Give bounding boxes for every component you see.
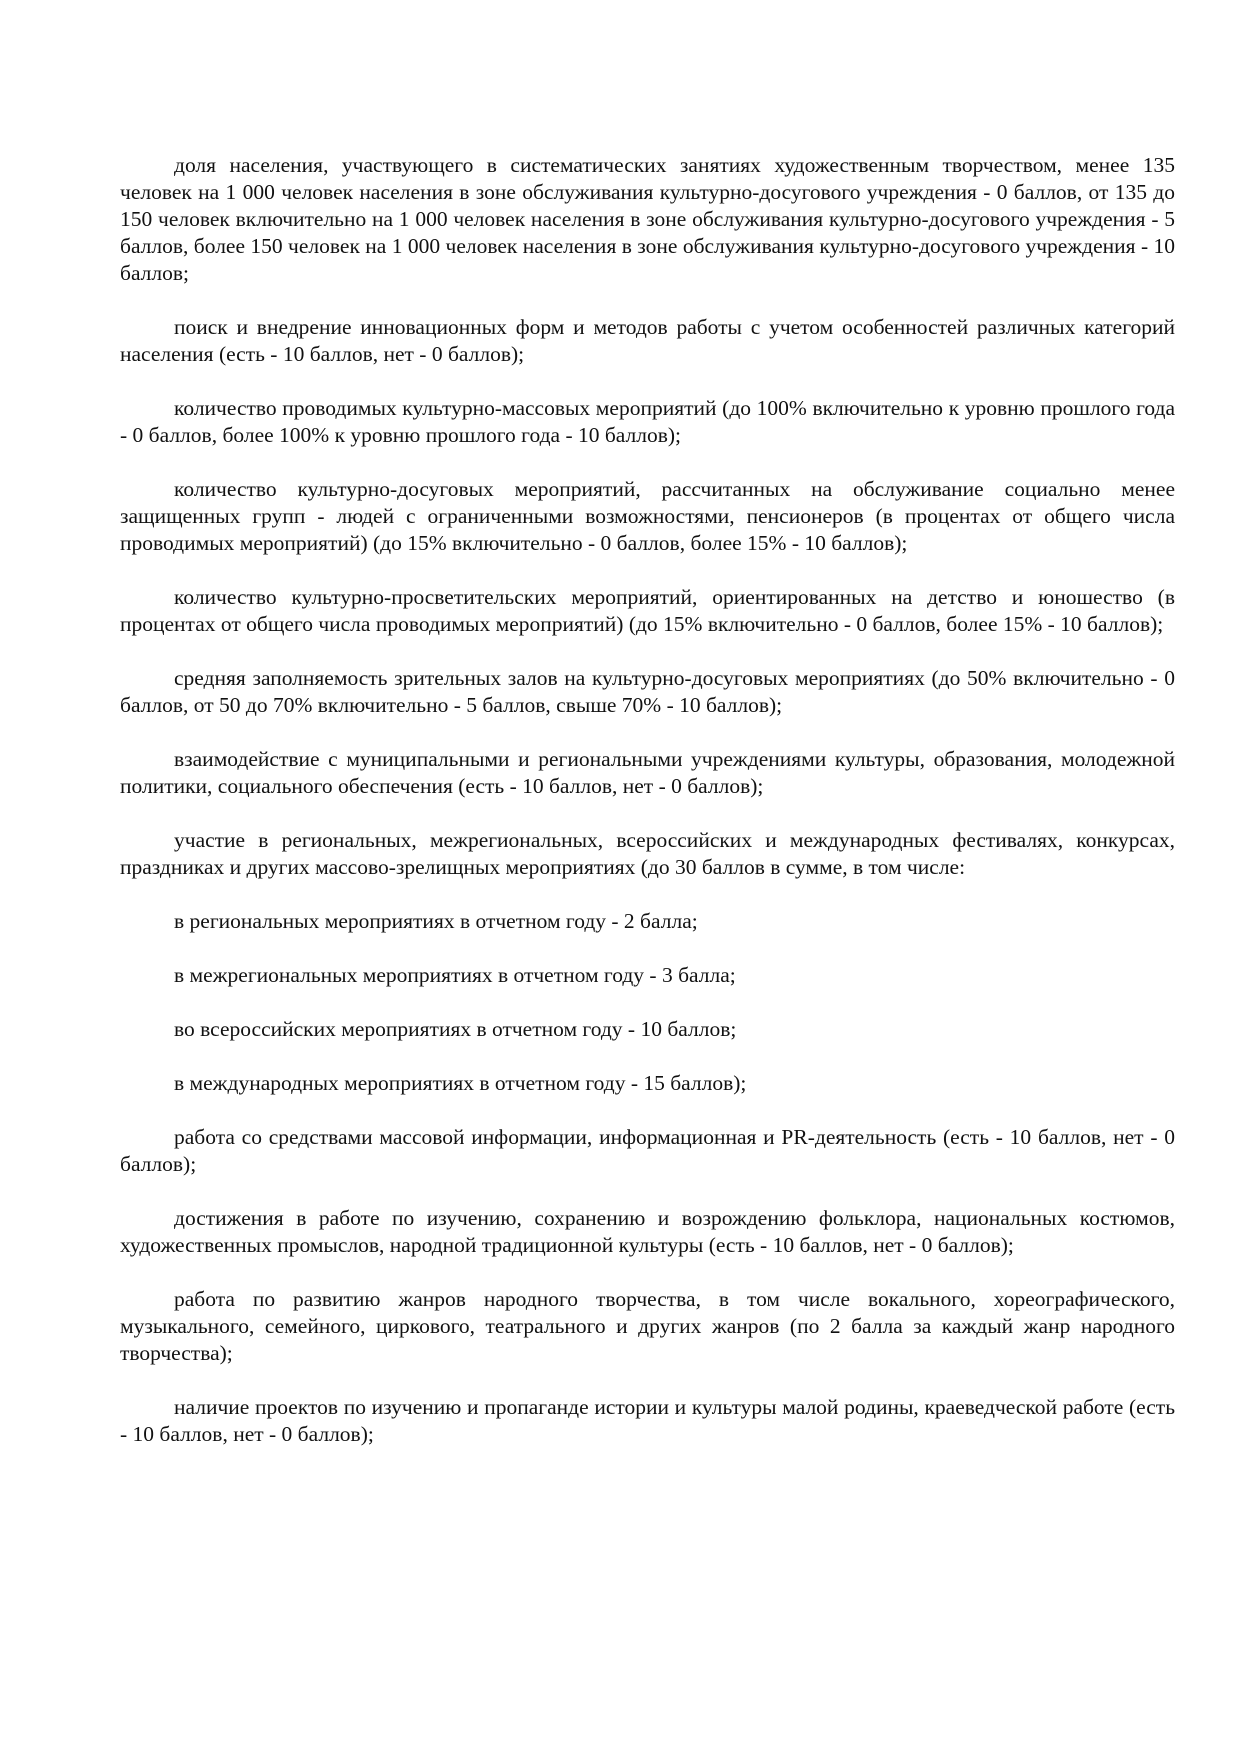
paragraph-regional-events: в региональных мероприятиях в отчетном году - 2 балла; [174,909,698,933]
paragraph-hall-occupancy: средняя заполняемость зрительных залов на культурно-досуговых мероприятиях (до 50% включительно - 0 баллов, от 50 до 70% включительно - 5 баллов, свыше 70% - 10 баллов); [120,666,1175,717]
paragraph-folklore-achievements: достижения в работе по изучению, сохранению и возрождению фольклора, национальных костюмов, художественных промыслов, народной традиционной культуры (есть - 10 баллов, нет - 0 баллов); [120,1206,1175,1257]
paragraph-interregional-events: в межрегиональных мероприятиях в отчетном году - 3 балла; [174,963,736,987]
paragraph-media-pr: работа со средствами массовой информации, информационная и PR-деятельность (есть - 10 баллов, нет - 0 баллов); [120,1125,1175,1176]
paragraph-all-russian-events: во всероссийских мероприятиях в отчетном году - 10 баллов; [174,1017,737,1041]
paragraph-mass-events-count: количество проводимых культурно-массовых мероприятий (до 100% включительно к уровню прошлого года - 0 баллов, более 100% к уровню прошлого года - 10 баллов); [120,396,1175,447]
paragraph-participation-share: доля населения, участвующего в систематических занятиях художественным творчеством, менее 135 человек на 1 000 человек населения в зоне обслуживания культурно-досугового учреждения - 0 баллов, от 135 до 150 человек включительно на 1 000 человек населения в зоне обслуживания культурно-досугового учреждения - 5 баллов, более 150 человек на 1 000 человек населения в зоне обслуживания культурно-досугового учреждения - 10 баллов; [120,153,1175,285]
paragraph-youth-events: количество культурно-просветительских мероприятий, ориентированных на детство и юношество (в процентах от общего числа проводимых мероприятий) (до 15% включительно - 0 баллов, более 15% - 10 баллов); [120,585,1175,636]
paragraph-international-events: в международных мероприятиях в отчетном году - 15 баллов); [174,1071,747,1095]
paragraph-folk-genres: работа по развитию жанров народного творчества, в том числе вокального, хореографического, музыкального, семейного, циркового, театрального и других жанров (по 2 балла за каждый жанр народного творчества); [120,1287,1175,1365]
paragraph-festival-participation: участие в региональных, межрегиональных, всероссийских и международных фестивалях, конкурсах, праздниках и других массово-зрелищных мероприятиях (до 30 баллов в сумме, в том числе: [120,828,1175,879]
document-body [120,152,1175,1448]
paragraph-innovative-forms: поиск и внедрение инновационных форм и методов работы с учетом особенностей различных категорий населения (есть - 10 баллов, нет - 0 баллов); [120,315,1175,366]
paragraph-interaction: взаимодействие с муниципальными и региональными учреждениями культуры, образования, молодежной политики, социального обеспечения (есть - 10 баллов, нет - 0 баллов); [120,747,1175,798]
paragraph-social-events: количество культурно-досуговых мероприятий, рассчитанных на обслуживание социально менее защищенных групп - людей с ограниченными возможностями, пенсионеров (в процентах от общего числа проводимых мероприятий) (до 15% включительно - 0 баллов, более 15% - 10 баллов); [120,477,1175,555]
paragraph-local-history-projects: наличие проектов по изучению и пропаганде истории и культуры малой родины, краеведческой работе (есть - 10 баллов, нет - 0 баллов); [120,1395,1175,1446]
